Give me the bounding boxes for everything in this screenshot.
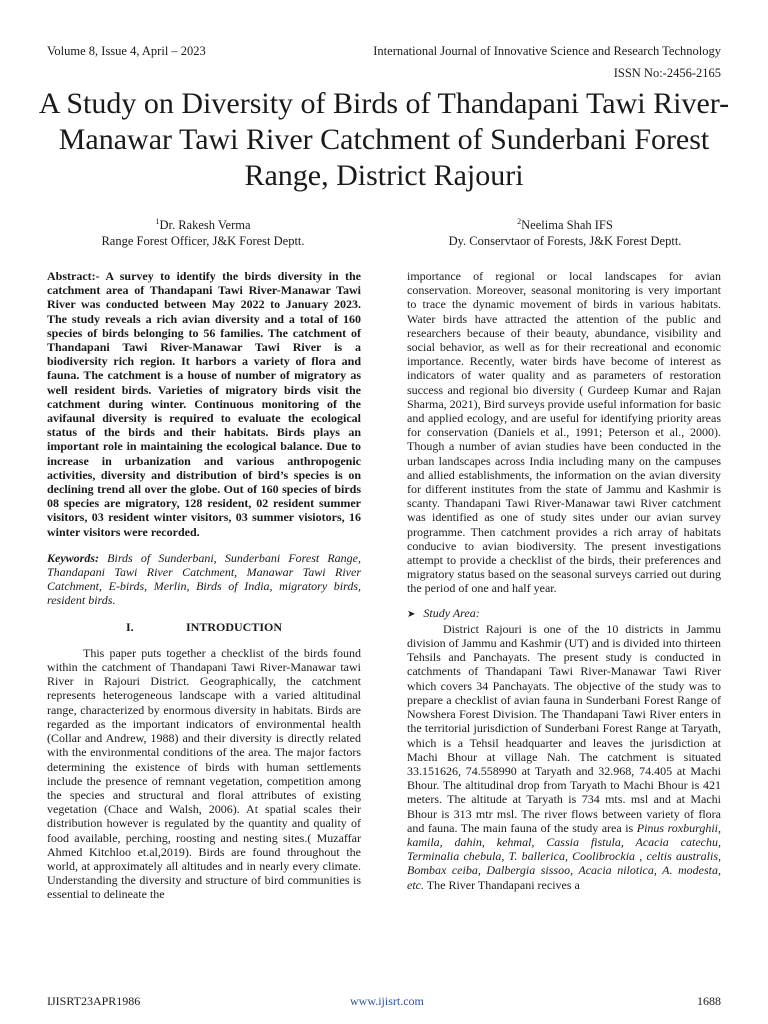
- study-area-tail: The River Thandapani recives a: [426, 877, 580, 892]
- footer-url-link[interactable]: www.ijisrt.com: [350, 994, 424, 1008]
- study-area-heading: [407, 606, 721, 622]
- study-area-title: Study Area:: [423, 605, 480, 620]
- issn: ISSN No:-2456-2165: [613, 66, 721, 80]
- keywords-label: Keywords:: [47, 550, 99, 565]
- study-area-text: District Rajouri is one of the 10 districts in Jammu division of Jammu and Kashmir (UT) and is divided into thirteen Tehsils and Panchayats. The present study is conducted in catchments of Thandapani Tawi River-Manawar Tawi River which covers 34 Panchayats. The objective of the study was to prepare a checklist of avian fauna in Sunderbani Forest Range of Nowshera Forest Division. The Thandapani Tawi River enters in the territorial jurisdiction of Sunderbani Forest Range at Taryath, which is a Tehsil headquarter and leaves the jurisdiction at Machi Bhour at village Nah. The catchment is situated 33.151626, 74.558990 at Taryath and 32.968, 74.405 at Machi Bhour. The altitudinal drop from Taryath to Machi Bhour is 421 meters. The altitude at Taryath is 734 mts. msl and at Machi Bhour is 313 mtr msl. The river flows between variety of flora and fauna. The main fauna of the study area is: [407, 621, 721, 835]
- author-2: [395, 214, 735, 249]
- footer-paper-id: IJISRT23APR1986: [47, 994, 141, 1008]
- abstract: Abstract:- A survey to identify the birds diversity in the catchment area of Thandapani Tawi River-Manawar Tawi River was conducted between May 2022 to January 2023. The study reveals a rich avian diversity and a total of 160 species of birds belonging to 56 families. The catchment of Thandapani Tawi River-Manawar Tawi River is a biodiversity rich region. It harbors a variety of flora and fauna. The catchment is a house of number of migratory as well resident birds. Varieties of migratory birds visit the catchment during winter. Continuous monitoring of the avifaunal diversity is required to evaluate the ecological status of the birds and their habitats. Birds plays an important role in maintaining the ecological balance. Due to increase in urbanization and various anthropogenic activities, diversity and distribution of bird’s species is on declining trend all over the globe. Out of 160 species of birds 08 species are migratory, 128 resident, 02 resident summer visitors, 03 resident winter visitors, 03 summer visiotors, 16 winter visitors were recorded.: [47, 269, 361, 539]
- author-2-affiliation: Dy. Conservtaor of Forests, J&K Forest Deptt.: [448, 234, 682, 249]
- left-column: [47, 269, 361, 902]
- author-1-sup: 1: [155, 217, 160, 226]
- arrow-bullet-icon: ➤: [407, 608, 416, 620]
- species-list: Pinus roxburghii, kamila, dahin, kehmal, Cassia fistula, Acacia catechu, Terminalia chebula, T. ballerica, Coolibrockia , celtis australis, Bombax ceiba, Dalbergia sissoo, Acacia nilotica, A. modesta, etc.: [407, 820, 722, 892]
- author-2-sup: 2: [517, 217, 522, 226]
- section-number: I.: [125, 619, 134, 634]
- keywords-text: Birds of Sunderbani, Sunderbani Forest Range, Thandapani Tawi River Catchment, Manawar Tawi River Catchment, E-birds, Merlin, Birds of India, migratory birds, resident birds.: [47, 550, 362, 608]
- study-area-paragraph: [407, 622, 721, 892]
- author-2-name: Neelima Shah IFS: [521, 218, 613, 233]
- page-number: 1688: [697, 994, 721, 1008]
- paper-title: A Study on Diversity of Birds of Thandapani Tawi River-Manawar Tawi River Catchment of Sunderbani Forest Range, District Rajouri: [38, 87, 730, 192]
- section-heading-introduction: [47, 620, 361, 634]
- author-1-name: Dr. Rakesh Verma: [159, 218, 251, 233]
- author-1-affiliation: Range Forest Officer, J&K Forest Deptt.: [101, 234, 305, 249]
- journal-volume: Volume 8, Issue 4, April – 2023: [47, 44, 206, 58]
- section-title: INTRODUCTION: [185, 619, 282, 634]
- author-1: [33, 214, 373, 249]
- introduction-continuation: importance of regional or local landscapes for avian conservation. Moreover, seasonal monitoring is very important to trace the dynamic movement of birds in various habitats. Water birds have attracted the attention of the public and researchers because of their beauty, abundance, visibility and social behavior, as well as for their recreational and economic importance. Recently, water birds have become of interest as indicators of water quality and as parameters of restoration success and regional bio diversity ( Gurdeep Kumar and Rajan Sharma, 2021), Bird surveys provide useful information for basic and applied ecology, and are useful for identifying priority areas for conservation (Daniels et al., 1991; Peterson et al., 2000). Though a number of avian studies have been conducted in the urban landscapes across India including many on the campuses and allied establishments, the information on the avian diversity for different institutes from the state of Jammu and Kashmir is scanty. Thandapani Tawi River-Manawar tawi River catchment was identified as one of study sites under our avian survey programme. Then catchment provides a rich array of habitats conducive to avian biodiversity. The present investigations attempt to provide a checklist of the birds, their preferences and migratory status based on the seasonal surveys carried out during the period of one and half year.: [407, 269, 721, 596]
- keywords: [47, 551, 361, 608]
- introduction-paragraph: This paper puts together a checklist of the birds found within the catchment of Thandapani Tawi River-Manawar tawi River in Rajouri District. Geographically, the catchment represents heterogeneous landscape with a varied altitudinal range, characterized by enormous diversity in habitats. Birds are regarded as the important indicators of environmental health (Collar and Andrew, 1988) and their diversity is directly related with the environmental conditions of the area. The major factors determining the existence of birds with human settlements include the presence of remnant vegetation, competition among the species and structural and floral attributes of existing vegetation (Chace and Walsh, 2006). At spatial scales their distribution however is regulated by the quantity and quality of food available, perching, roosting and nesting sites.( Muzaffar Ahmed Kitchloo et.al,2019). Birds are found throughout the world, at approximately all altitudes and in nearly every climate. Understanding the diversity and structure of bird communities is essential to delineate the: [47, 645, 361, 902]
- right-column: [407, 269, 721, 892]
- journal-name: International Journal of Innovative Science and Research Technology: [373, 44, 721, 58]
